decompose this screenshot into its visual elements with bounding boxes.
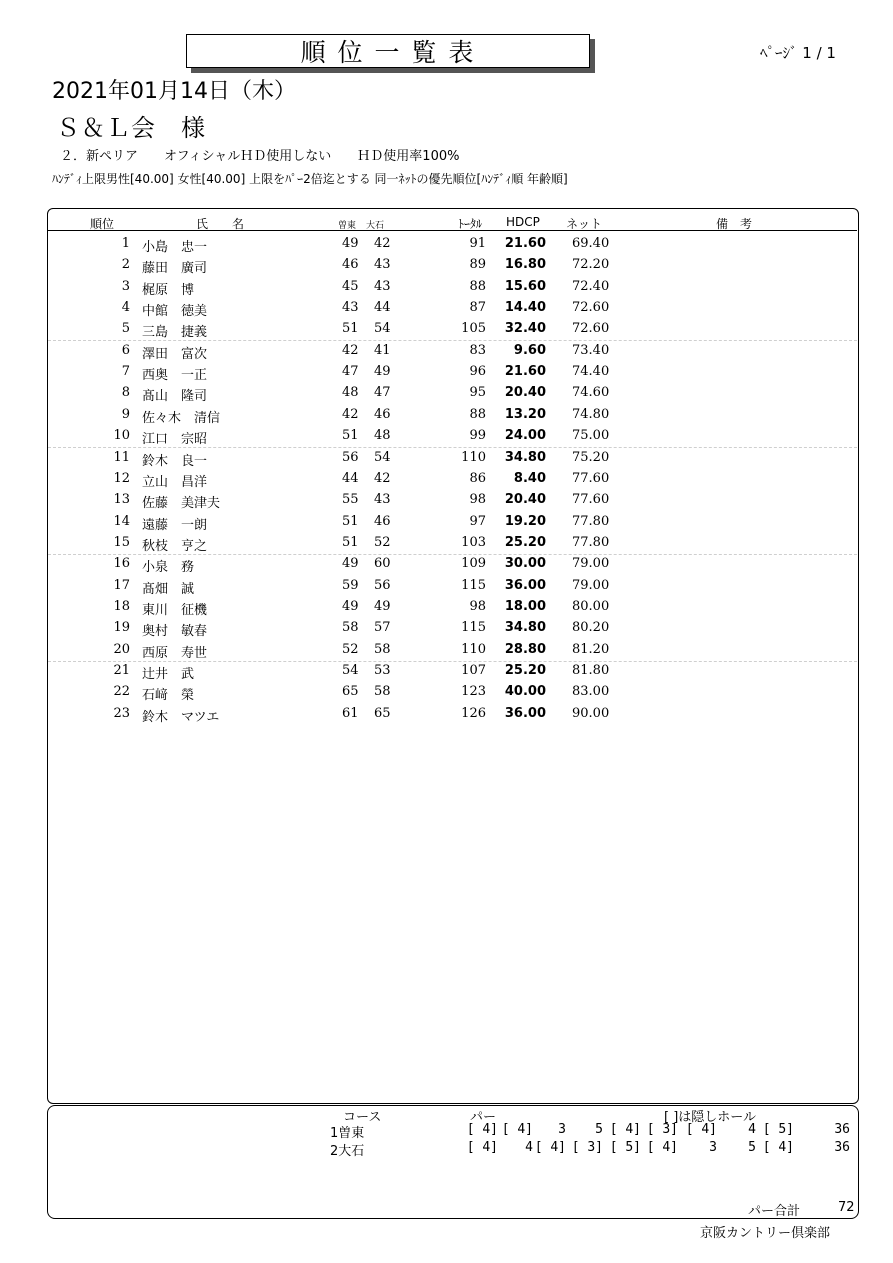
total-cell: 110	[461, 641, 486, 657]
half2-score-cell: 47	[374, 385, 391, 401]
table-row	[48, 597, 857, 618]
name-cell: 鈴木 マツエ	[142, 709, 220, 725]
net-cell: 74.60	[572, 385, 610, 401]
half1-score-cell: 44	[342, 470, 359, 486]
hdcp-cell: 34.80	[504, 449, 546, 465]
half2-score-cell: 44	[374, 300, 391, 316]
name-cell: 奥村 敏春	[142, 624, 208, 640]
rank-cell: 16	[113, 556, 130, 572]
net-cell: 77.80	[572, 513, 610, 529]
net-cell: 77.60	[572, 470, 610, 486]
hole-par: [ 4]	[466, 1140, 498, 1155]
half1-score-cell: 51	[342, 513, 359, 529]
table-row	[48, 661, 857, 682]
total-cell: 115	[461, 620, 486, 636]
column-header-rank: 順位	[90, 217, 115, 231]
rank-cell: 20	[113, 641, 130, 657]
half2-score-cell: 58	[374, 641, 391, 657]
total-cell: 126	[461, 705, 486, 721]
name-cell: 髙畑 誠	[142, 581, 195, 597]
hole-par: 4	[525, 1140, 533, 1155]
table-row	[48, 319, 857, 340]
table-row	[48, 576, 857, 597]
total-cell: 87	[469, 300, 486, 316]
hdcp-cell: 18.00	[504, 598, 546, 614]
rank-cell: 1	[121, 236, 130, 251]
net-cell: 72.60	[572, 300, 610, 316]
table-row	[48, 640, 857, 661]
rank-cell: 4	[121, 300, 130, 316]
column-header-hdcp: HDCP	[506, 215, 540, 229]
net-cell: 90.00	[572, 705, 610, 721]
name-cell: 佐藤 美津夫	[142, 496, 221, 512]
half1-score-cell: 45	[342, 278, 359, 294]
hole-par: [ 4]	[466, 1122, 498, 1137]
net-cell: 75.20	[572, 449, 610, 465]
rank-cell: 18	[113, 598, 130, 614]
net-cell: 80.20	[572, 620, 610, 636]
hdcp-cell: 32.40	[504, 321, 546, 337]
half1-score-cell: 55	[342, 492, 359, 508]
name-cell: 江口 宗昭	[142, 432, 208, 448]
footer-club-name: 京阪カントリー倶楽部	[700, 1226, 831, 1241]
hdcp-cell: 14.40	[504, 300, 546, 316]
half2-score-cell: 56	[374, 577, 391, 593]
rank-cell: 3	[121, 278, 130, 294]
name-cell: 立山 昌洋	[142, 474, 208, 490]
net-cell: 73.40	[572, 342, 610, 358]
total-cell: 110	[461, 449, 486, 465]
half2-score-cell: 52	[374, 534, 391, 550]
half2-score-cell: 49	[374, 364, 391, 380]
half2-score-cell: 42	[374, 236, 391, 251]
handicap-limit-description: ﾊﾝﾃﾞｨ上限男性[40.00] 女性[40.00] 上限をﾊﾟｰ2倍迄とする 同一ﾈｯﾄの優先順位[ﾊﾝﾃﾞｨ順 年齢順]	[52, 172, 568, 186]
half1-score-cell: 61	[342, 705, 359, 721]
hdcp-cell: 20.40	[504, 385, 546, 401]
hole-par: [ 4]	[646, 1140, 678, 1155]
net-cell: 69.40	[572, 236, 610, 251]
name-cell: 西原 寿世	[142, 645, 208, 661]
column-header-half2: 大石	[366, 221, 385, 231]
total-cell: 107	[461, 663, 486, 678]
table-row	[48, 490, 857, 511]
half1-score-cell: 51	[342, 321, 359, 337]
par-total-value: 72	[838, 1200, 855, 1215]
hdcp-cell: 21.60	[504, 236, 546, 251]
column-header-half1: 曽東	[338, 221, 357, 231]
total-cell: 97	[469, 513, 486, 529]
half2-score-cell: 54	[374, 449, 391, 465]
hdcp-cell: 36.00	[504, 705, 546, 721]
table-row	[48, 554, 857, 575]
course-par-sum: 36	[834, 1122, 850, 1137]
net-cell: 72.40	[572, 278, 610, 294]
hdcp-cell: 16.80	[504, 257, 546, 273]
name-cell: 鈴木 良一	[142, 453, 208, 469]
table-row	[48, 448, 857, 469]
net-cell: 72.60	[572, 321, 610, 337]
hole-par: [ 5]	[609, 1140, 641, 1155]
hdcp-cell: 19.20	[504, 513, 546, 529]
half2-score-cell: 43	[374, 278, 391, 294]
half2-score-cell: 42	[374, 470, 391, 486]
net-cell: 83.00	[572, 684, 610, 700]
half2-score-cell: 49	[374, 598, 391, 614]
total-cell: 115	[461, 577, 486, 593]
name-cell: 中館 徳美	[142, 304, 208, 320]
hole-par: [ 5]	[762, 1122, 794, 1137]
hidden-hole-note: [ ]は隠しホール	[664, 1110, 757, 1125]
rank-cell: 17	[113, 577, 130, 593]
net-cell: 79.00	[572, 577, 610, 593]
rule-description: ２．新ペリア オフィシャルＨＤ使用しない ＨＤ使用率100%	[60, 149, 460, 164]
column-header-net: ネット	[566, 217, 603, 231]
half1-score-cell: 49	[342, 556, 359, 572]
column-header-total: ﾄｰﾀﾙ	[458, 217, 483, 231]
table-row	[48, 341, 857, 362]
hole-par: 5	[595, 1122, 603, 1137]
column-header-remarks: 備 考	[716, 217, 753, 231]
hdcp-cell: 28.80	[504, 641, 546, 657]
rank-cell: 13	[113, 492, 130, 508]
net-cell: 77.80	[572, 534, 610, 550]
table-row	[48, 426, 857, 447]
half2-score-cell: 48	[374, 428, 391, 444]
name-cell: 西奥 一正	[142, 368, 208, 384]
hdcp-cell: 20.40	[504, 492, 546, 508]
hole-par: [ 4]	[609, 1122, 641, 1137]
table-row	[48, 469, 857, 490]
name-cell: 髙山 隆司	[142, 389, 208, 405]
half1-score-cell: 46	[342, 257, 359, 273]
half2-score-cell: 53	[374, 663, 391, 678]
half1-score-cell: 65	[342, 684, 359, 700]
hdcp-cell: 21.60	[504, 364, 546, 380]
course-name: 2大石	[330, 1144, 365, 1159]
net-cell: 80.00	[572, 598, 610, 614]
hole-par: 3	[558, 1122, 566, 1137]
rank-cell: 11	[113, 449, 130, 465]
half1-score-cell: 54	[342, 663, 359, 678]
table-row	[48, 405, 857, 426]
total-cell: 98	[469, 598, 486, 614]
total-cell: 103	[461, 534, 486, 550]
table-row	[48, 512, 857, 533]
rank-cell: 8	[121, 385, 130, 401]
rank-cell: 9	[121, 406, 130, 422]
rank-cell: 14	[113, 513, 130, 529]
hdcp-cell: 15.60	[504, 278, 546, 294]
name-cell: 東川 征機	[142, 602, 208, 618]
half2-score-cell: 46	[374, 406, 391, 422]
event-date: 2021年01月14日（木）	[52, 79, 296, 104]
table-row	[48, 362, 857, 383]
rank-cell: 23	[113, 705, 130, 721]
hole-par: 3	[709, 1140, 717, 1155]
club-name: Ｓ＆Ｌ会 様	[56, 114, 206, 142]
total-cell: 86	[469, 470, 486, 486]
header-divider	[48, 230, 857, 231]
half1-score-cell: 48	[342, 385, 359, 401]
table-row	[48, 255, 857, 276]
net-cell: 75.00	[572, 428, 610, 444]
hole-par: [ 3]	[646, 1122, 678, 1137]
net-cell: 74.80	[572, 406, 610, 422]
name-cell: 石﨑 榮	[142, 688, 195, 704]
rank-cell: 21	[113, 663, 130, 678]
half1-score-cell: 43	[342, 300, 359, 316]
hdcp-cell: 8.40	[513, 470, 546, 486]
total-cell: 88	[469, 406, 486, 422]
half2-score-cell: 57	[374, 620, 391, 636]
table-row	[48, 682, 857, 703]
total-cell: 109	[461, 556, 486, 572]
rank-cell: 6	[121, 342, 130, 358]
table-row	[48, 298, 857, 319]
rank-cell: 15	[113, 534, 130, 550]
half2-score-cell: 54	[374, 321, 391, 337]
total-cell: 96	[469, 364, 486, 380]
hdcp-cell: 24.00	[504, 428, 546, 444]
name-cell: 遠藤 一朗	[142, 517, 208, 533]
rank-cell: 2	[121, 257, 130, 273]
name-cell: 澤田 富次	[142, 346, 208, 362]
table-row	[48, 383, 857, 404]
hole-par: 4	[748, 1122, 756, 1137]
half2-score-cell: 43	[374, 492, 391, 508]
table-row	[48, 277, 857, 298]
hdcp-cell: 25.20	[504, 663, 546, 678]
par-label: パー	[470, 1110, 497, 1125]
name-cell: 三島 捷義	[142, 325, 208, 341]
total-cell: 98	[469, 492, 486, 508]
rank-cell: 22	[113, 684, 130, 700]
hdcp-cell: 30.00	[504, 556, 546, 572]
hole-par: [ 3]	[571, 1140, 603, 1155]
course-label: コース	[343, 1110, 382, 1125]
name-cell: 小島 忠一	[142, 240, 208, 255]
net-cell: 81.80	[572, 663, 610, 678]
hole-par: [ 4]	[762, 1140, 794, 1155]
hdcp-cell: 13.20	[504, 406, 546, 422]
half1-score-cell: 51	[342, 534, 359, 550]
hole-par: 5	[748, 1140, 756, 1155]
half1-score-cell: 58	[342, 620, 359, 636]
hdcp-cell: 25.20	[504, 534, 546, 550]
hole-par: [ 4]	[534, 1140, 566, 1155]
net-cell: 72.20	[572, 257, 610, 273]
half1-score-cell: 49	[342, 236, 359, 251]
half2-score-cell: 46	[374, 513, 391, 529]
total-cell: 123	[461, 684, 486, 700]
total-cell: 91	[469, 236, 486, 251]
hole-par: [ 4]	[685, 1122, 717, 1137]
net-cell: 74.40	[572, 364, 610, 380]
name-cell: 藤田 廣司	[142, 261, 208, 277]
name-cell: 小泉 務	[142, 560, 195, 576]
course-par-sum: 36	[834, 1140, 850, 1155]
par-total-label: パー合計	[748, 1204, 801, 1219]
rank-cell: 7	[121, 364, 130, 380]
name-cell: 秋枝 亨之	[142, 538, 208, 554]
name-cell: 辻井 武	[142, 667, 195, 682]
net-cell: 79.00	[572, 556, 610, 572]
page-indicator: ﾍﾟｰｼﾞ 1 / 1	[760, 44, 836, 62]
hdcp-cell: 36.00	[504, 577, 546, 593]
total-cell: 89	[469, 257, 486, 273]
half1-score-cell: 56	[342, 449, 359, 465]
total-cell: 105	[461, 321, 486, 337]
hdcp-cell: 9.60	[513, 342, 546, 358]
half1-score-cell: 42	[342, 342, 359, 358]
hdcp-cell: 34.80	[504, 620, 546, 636]
rank-cell: 12	[113, 470, 130, 486]
total-cell: 99	[469, 428, 486, 444]
half2-score-cell: 43	[374, 257, 391, 273]
total-cell: 83	[469, 342, 486, 358]
table-row	[48, 704, 857, 725]
page-title: 順 位 一 覧 表	[186, 34, 590, 68]
half2-score-cell: 60	[374, 556, 391, 572]
half1-score-cell: 47	[342, 364, 359, 380]
half1-score-cell: 49	[342, 598, 359, 614]
table-row	[48, 234, 857, 255]
total-cell: 88	[469, 278, 486, 294]
rank-cell: 19	[113, 620, 130, 636]
half2-score-cell: 41	[374, 342, 391, 358]
half1-score-cell: 42	[342, 406, 359, 422]
column-header-name: 氏 名	[196, 217, 245, 231]
hdcp-cell: 40.00	[504, 684, 546, 700]
rank-cell: 10	[113, 428, 130, 444]
net-cell: 81.20	[572, 641, 610, 657]
half2-score-cell: 58	[374, 684, 391, 700]
half1-score-cell: 52	[342, 641, 359, 657]
net-cell: 77.60	[572, 492, 610, 508]
hole-par: [ 4]	[501, 1122, 533, 1137]
name-cell: 梶原 博	[142, 282, 195, 298]
half1-score-cell: 51	[342, 428, 359, 444]
table-row	[48, 618, 857, 639]
half1-score-cell: 59	[342, 577, 359, 593]
table-row	[48, 533, 857, 554]
half2-score-cell: 65	[374, 705, 391, 721]
name-cell: 佐々木 清信	[142, 410, 221, 426]
course-name: 1曽東	[330, 1126, 365, 1141]
total-cell: 95	[469, 385, 486, 401]
rank-cell: 5	[121, 321, 130, 337]
